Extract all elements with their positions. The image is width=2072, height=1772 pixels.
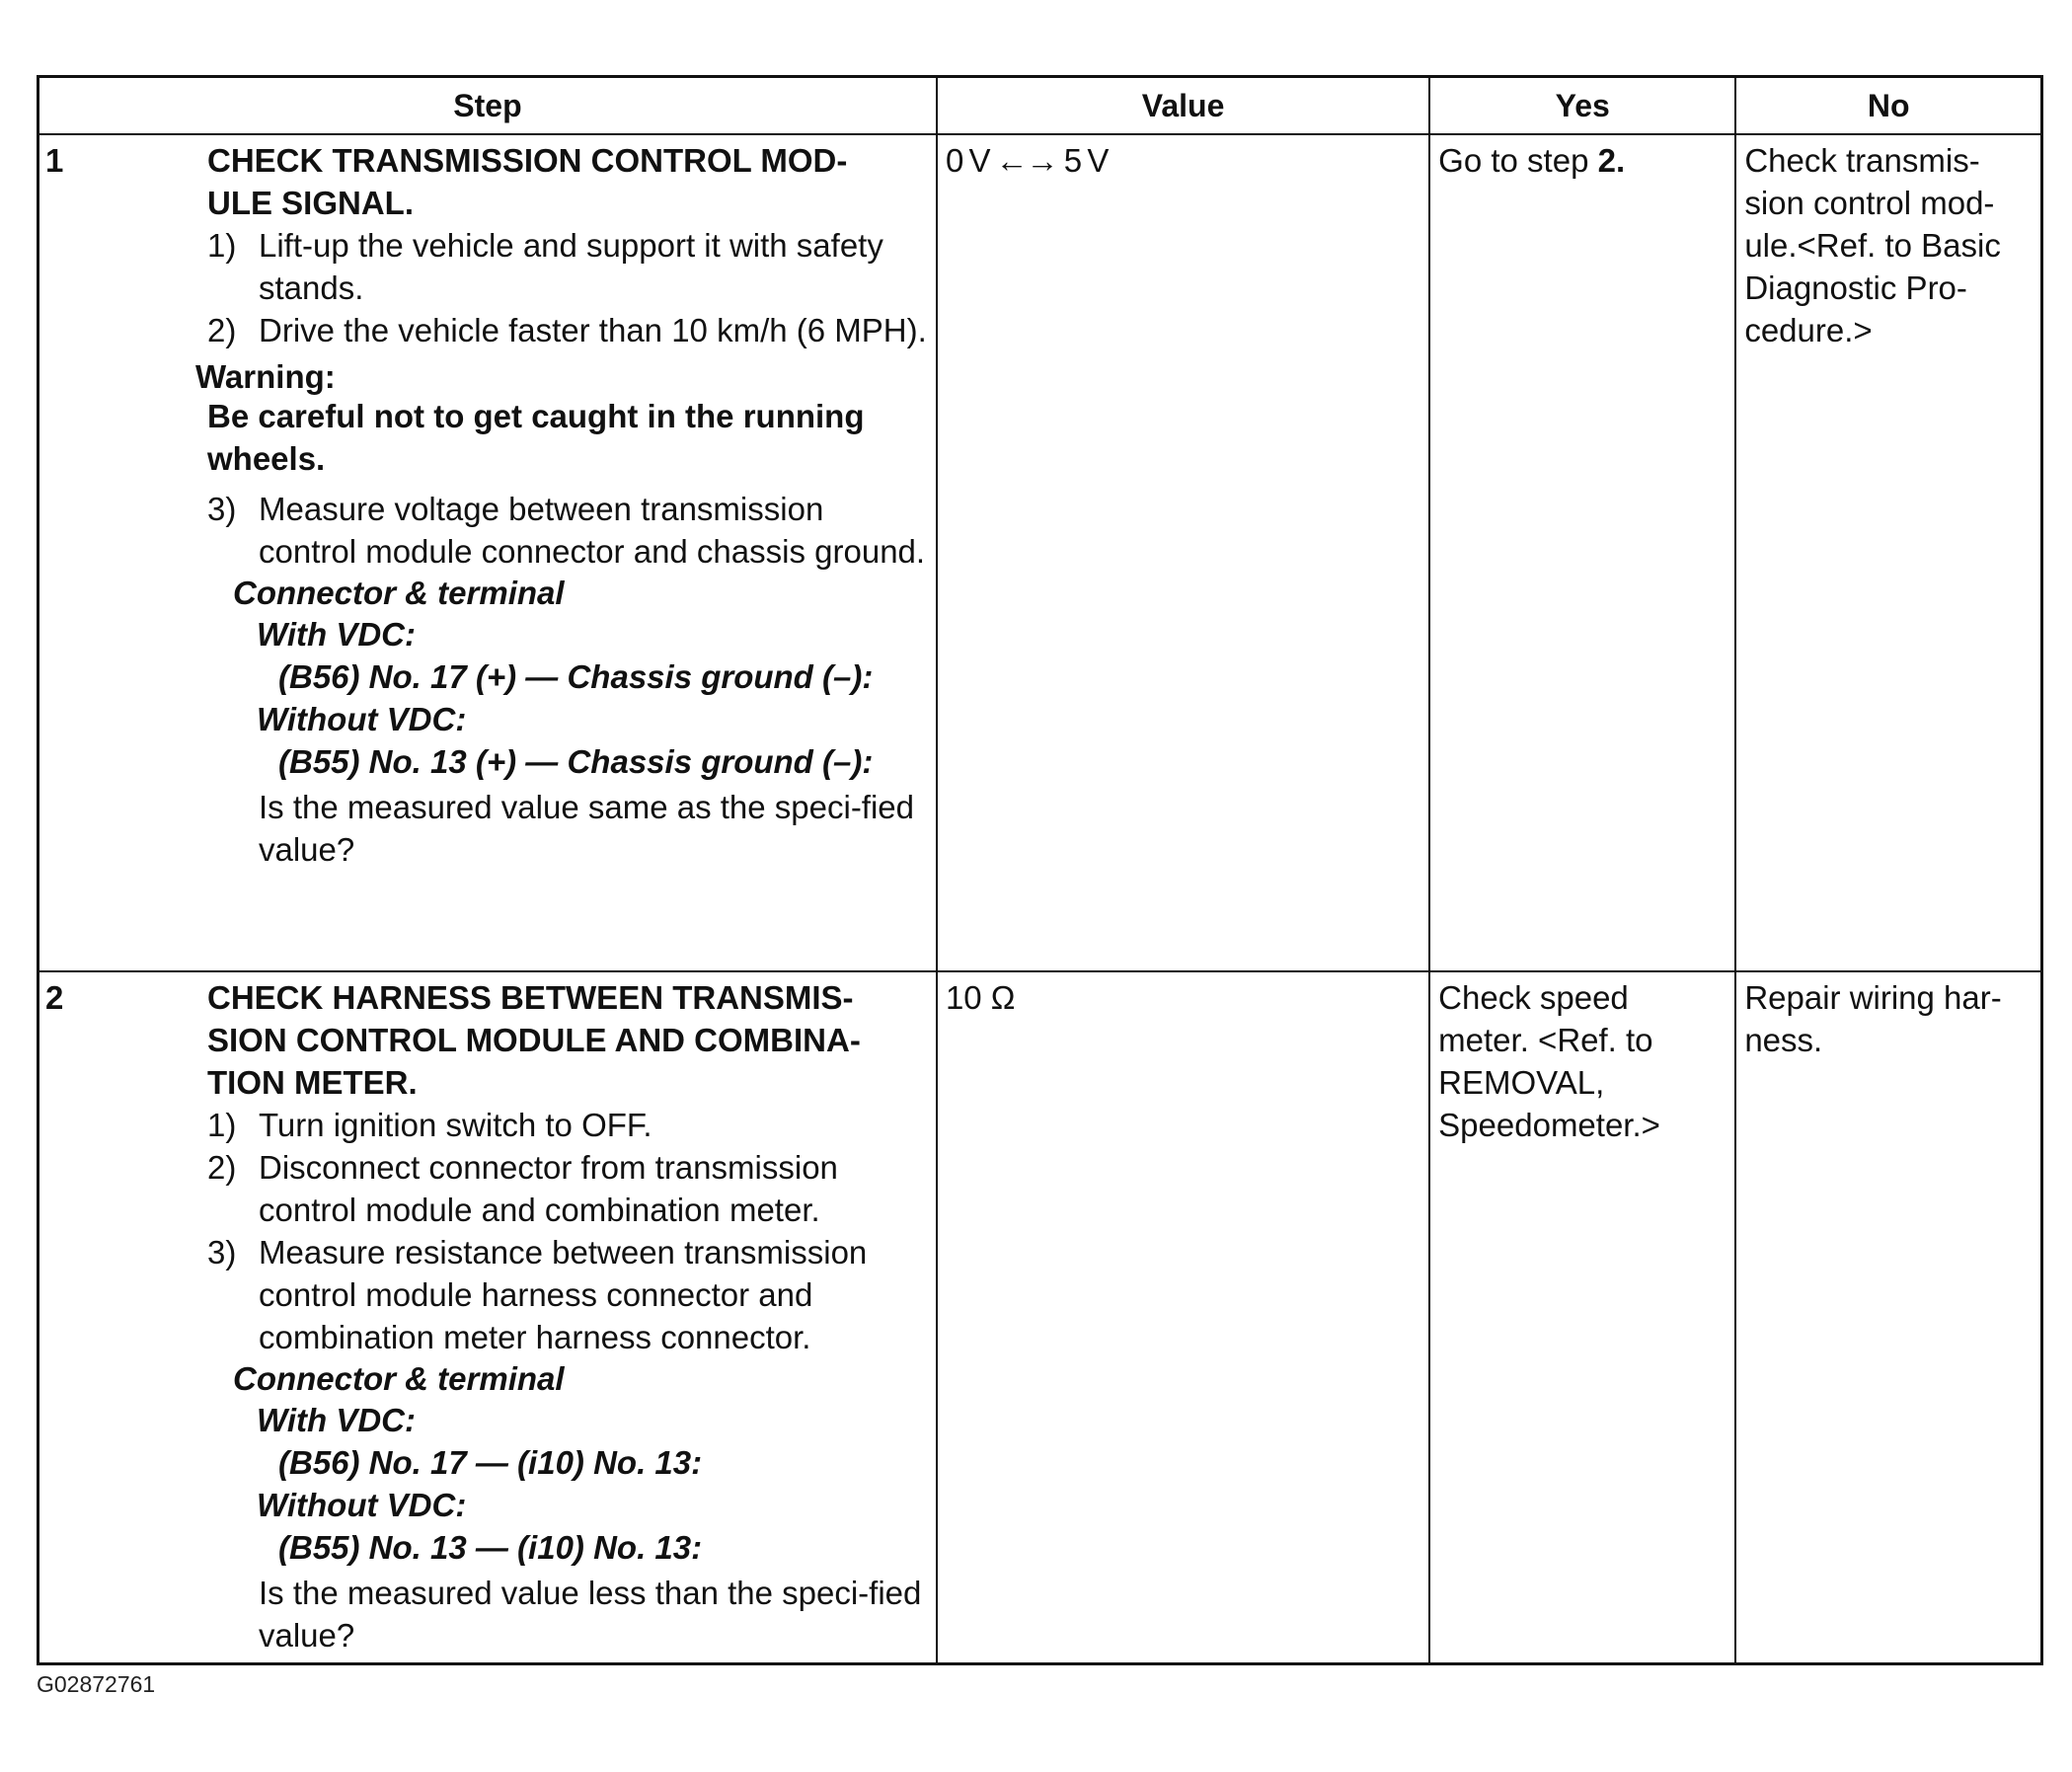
without-vdc-label: Without VDC: (257, 701, 467, 737)
table-row (38, 971, 2042, 1664)
list-item: 1) Turn ignition switch to OFF. (207, 1107, 652, 1143)
with-vdc-label: With VDC: (257, 616, 417, 653)
header-row (38, 77, 2042, 135)
list-item: 2) Disconnect connector from transmission control module and combination meter. (207, 1149, 838, 1228)
yes-cell: Go to step 2. (1429, 134, 1735, 971)
header-value: Value (937, 77, 1429, 135)
list-item: 1) Lift-up the vehicle and support it with safety stands. (207, 227, 883, 306)
list-item: 2) Drive the vehicle faster than 10 km/h (6 MPH). (207, 312, 927, 348)
no-cell: Check transmis-sion control mod-ule.<Ref. to Basic Diagnostic Pro-cedure.> (1735, 134, 2041, 971)
step-title: CHECK HARNESS BETWEEN TRANSMIS- SION CONTROL MODULE AND COMBINA- TION METER. (207, 979, 861, 1101)
header-yes: Yes (1429, 77, 1735, 135)
connector-title: Connector & terminal (233, 575, 565, 611)
step-cell (38, 134, 937, 971)
diagnostic-table (37, 75, 2043, 1665)
warning-label: Warning: (195, 358, 336, 395)
list-item: 3) Measure voltage between transmission control module connector and chassis ground. (207, 491, 926, 570)
step-number: 2 (45, 979, 64, 1016)
figure-code: G02872761 (37, 1671, 156, 1697)
without-vdc-label: Without VDC: (257, 1487, 467, 1523)
step-question: Is the measured value less than the speci-fied value? (259, 1575, 922, 1654)
step-question: Is the measured value same as the speci-fied value? (259, 789, 915, 868)
warning-text: Be careful not to get caught in the running wheels. (207, 398, 865, 477)
table-row (38, 134, 2042, 971)
step-number: 1 (45, 142, 64, 179)
no-cell: Repair wiring har-ness. (1735, 971, 2041, 1664)
header-no: No (1735, 77, 2041, 135)
with-vdc-terminal: (B56) No. 17 (+) — Chassis ground (–): (278, 658, 874, 695)
connector-title: Connector & terminal (233, 1360, 565, 1397)
yes-cell: Check speed meter. <Ref. to REMOVAL, Speedometer.> (1429, 971, 1735, 1664)
with-vdc-terminal: (B56) No. 17 — (i10) No. 13: (278, 1444, 703, 1481)
with-vdc-label: With VDC: (257, 1402, 417, 1438)
without-vdc-terminal: (B55) No. 13 — (i10) No. 13: (278, 1529, 703, 1566)
value-cell: 10 Ω (937, 971, 1429, 1664)
step-cell (38, 971, 937, 1664)
header-step: Step (38, 77, 937, 135)
list-item: 3) Measure resistance between transmission control module harness connector and combination meter harness connector. (207, 1234, 868, 1355)
value-cell: 0 V ←→ 5 V (937, 134, 1429, 971)
without-vdc-terminal: (B55) No. 13 (+) — Chassis ground (–): (278, 743, 874, 780)
yes-step-ref: 2. (1597, 142, 1626, 179)
step-title: CHECK TRANSMISSION CONTROL MOD- ULE SIGNAL. (207, 142, 848, 221)
